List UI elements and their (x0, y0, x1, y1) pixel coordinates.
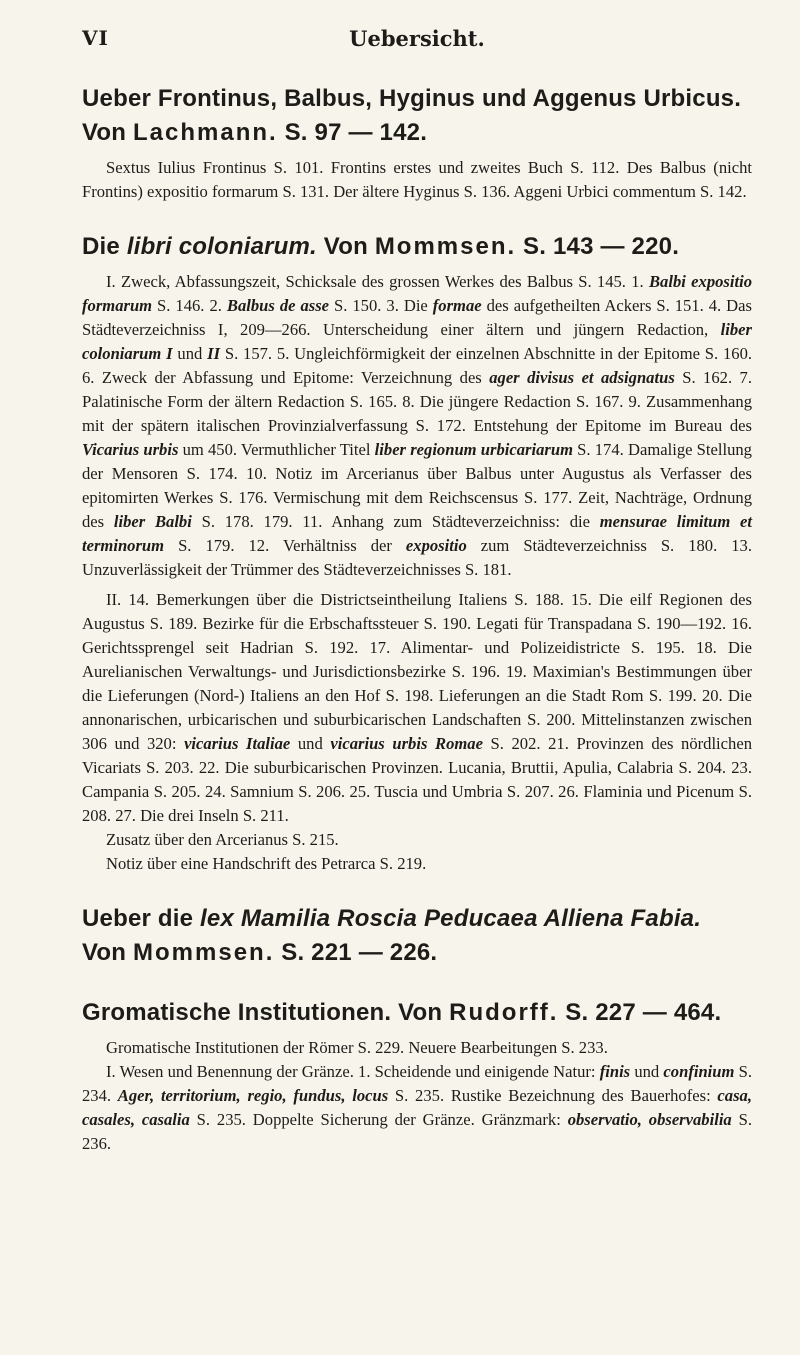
summary-addendum: Zusatz über den Arcerianus S. 215. (106, 830, 339, 849)
text-run: S. 234. (82, 1062, 753, 1105)
latin-term: Balbi expositio formarum (82, 272, 752, 315)
text-run: und (290, 734, 331, 753)
section-lex-mamilia (82, 902, 752, 970)
heading-line1: Ueber Frontinus, Balbus, Hyginus und Aggenus Urbicus. (82, 85, 742, 112)
text-run: S. 162. 7. Palatinische Form der ältern Redaction S. 165. 8. Die jüngere Redaction S. 167. 9. Zusammenhang mit der spätern italischen Provinzialverfassung S. 172. Entstehung der Epitome im Bureau des (82, 368, 752, 435)
heading-prefix: Ueber die (82, 905, 201, 932)
heading-prefix: Von (82, 119, 134, 146)
heading-author: Lachmann. (133, 119, 278, 146)
latin-term: expositio (405, 536, 467, 555)
text-run: S. 235. Doppelte Sicherung der Gränze. Gränzmark: (189, 1110, 568, 1129)
latin-term: casa, casales, casalia (82, 1086, 752, 1129)
latin-term: confinium (663, 1062, 735, 1081)
summary-part-2 (82, 588, 752, 828)
section-heading (82, 230, 752, 264)
page-number: VI (82, 26, 109, 50)
text-run: S. 150. 3. Die (329, 296, 433, 315)
text-run: S. 178. 179. 11. Anhang zum Städteverzeichniss: die (191, 512, 600, 531)
running-head (82, 26, 752, 56)
heading-von: Von (82, 939, 134, 966)
summary-intro: Gromatische Institutionen der Römer S. 229. Neuere Bearbeitungen S. 233. (106, 1038, 608, 1057)
page-content (82, 82, 752, 1182)
heading-prefix: Die (82, 233, 127, 260)
latin-term: mensurae limitum et terminorum (82, 512, 752, 555)
latin-term: observatio, observabilia (567, 1110, 732, 1129)
text-run: I. Zweck, Abfassungszeit, Schicksale des grossen Werkes des Balbus S. 145. 1. (106, 272, 649, 291)
text-run: S. 146. 2. (152, 296, 227, 315)
text-run: II. 14. Bemerkungen über die Districtseintheilung Italiens S. 188. 15. Die eilf Regionen des Augustus S. 189. Bezirke für die Erbschaftssteuer S. 190. Legati für Transpadana S. 190—192. 16. Gerichtssprengel seit Hadrian S. 192. 17. Alimentar- und Polizeidistricte S. 195. 18. Die Aurelianischen Verwaltungs- und Jurisdictionsbezirke S. 196. 19. Maximian's Bestimmungen über die Lieferungen (Nord-) Italiens an den Hof S. 198. Lieferungen an die Stadt Rom S. 199. 20. Die annonarischen, urbicarischen und suburbicarischen Landschaften S. 200. Mittelinstanzen zwischen 306 und 320: (82, 590, 752, 753)
latin-term: liber Balbi (113, 512, 192, 531)
heading-author: Rudorff. (449, 999, 559, 1026)
section-lachmann (82, 82, 752, 204)
text-run: S. 179. 12. Verhältniss der (164, 536, 406, 555)
latin-term: ager divisus et adsignatus (489, 368, 675, 387)
text-run: S. 174. Damalige Stellung der Mensoren S. 174. 10. Notiz im Arcerianus über Balbus unter Augustus als Verfasser des epitomirten Werkes S. 176. Vermischung mit dem Reichscensus S. 177. Zeit, Nachträge, Ordnung des (82, 440, 752, 531)
heading-work-title: libri coloniarum. (126, 233, 317, 260)
section-gromatische-institutionen (82, 996, 752, 1156)
summary-part-1 (82, 1060, 752, 1156)
section-libri-coloniarum (82, 230, 752, 876)
latin-term: vicarius Italiae (184, 734, 291, 753)
section-heading (82, 82, 752, 150)
summary-note: Notiz über eine Handschrift des Petrarca S. 219. (106, 854, 427, 873)
text-run: I. Wesen und Benennung der Gränze. 1. Scheidende und einigende Natur: (106, 1062, 600, 1081)
section-heading (82, 996, 752, 1030)
latin-term: formae (432, 296, 482, 315)
heading-pages: S. 97 — 142. (277, 119, 428, 146)
latin-term: finis (599, 1062, 631, 1081)
heading-author: Mommsen. (133, 939, 275, 966)
text-run: S. 157. 5. Ungleichförmigkeit der einzelnen Abschnitte in der Epitome S. 160. 6. Zweck der Abfassung und Epitome: Verzeichnung des (82, 344, 753, 387)
heading-work-title: lex Mamilia Roscia Peducaea Alliena Fabia. (200, 905, 702, 932)
text-run: um 450. Vermuthlicher Titel (178, 440, 375, 459)
heading-pages: S. 143 — 220. (516, 233, 680, 260)
latin-term: Balbus de asse (226, 296, 330, 315)
heading-prefix: Gromatische Institutionen. Von (82, 999, 450, 1026)
text-run: und (172, 344, 208, 363)
latin-term: vicarius urbis Romae (330, 734, 483, 753)
heading-pages: S. 221 — 226. (274, 939, 438, 966)
text-run: S. 235. Rustike Bezeichnung des Bauerhofes: (388, 1086, 718, 1105)
text-run: zum Städteverzeichniss S. 180. 13. Unzuverlässigkeit der Trümmer des Städteverzeichnisses S. 181. (82, 536, 752, 579)
latin-term: liber coloniarum I (82, 320, 752, 363)
text-run: und (630, 1062, 664, 1081)
text-run: S. 202. 21. Provinzen des nördlichen Vicariats S. 203. 22. Die suburbicarischen Provinzen. Lucania, Bruttii, Apulia, Calabria S. 204. 23. Campania S. 205. 24. Samnium S. 206. 25. Tuscia und Umbria S. 207. 26. Flaminia und Picenum S. 208. 27. Die drei Inseln S. 211. (82, 734, 752, 825)
running-title: Uebersicht. (349, 26, 485, 51)
section-summary: Sextus Iulius Frontinus S. 101. Frontins erstes und zweites Buch S. 112. Des Balbus (nicht Frontins) expositio formarum S. 131. Der ältere Hyginus S. 136. Aggeni Urbici commentum S. 142. (82, 158, 752, 201)
text-run: S. 236. (82, 1110, 752, 1153)
text-run: des aufgetheilten Ackers S. 151. 4. Das Städteverzeichniss I, 209—266. Unterscheidung einer ältern und jüngern Redaction, (82, 296, 752, 339)
section-heading (82, 902, 752, 970)
latin-term: Vicarius urbis (82, 440, 179, 459)
latin-term: Ager, territorium, regio, fundus, locus (117, 1086, 389, 1105)
latin-term: II (207, 344, 221, 363)
summary-part-1 (82, 270, 752, 582)
heading-von: Von (316, 233, 375, 260)
heading-author: Mommsen. (374, 233, 517, 260)
heading-pages: S. 227 — 464. (558, 999, 722, 1026)
latin-term: liber regionum urbicariarum (374, 440, 573, 459)
